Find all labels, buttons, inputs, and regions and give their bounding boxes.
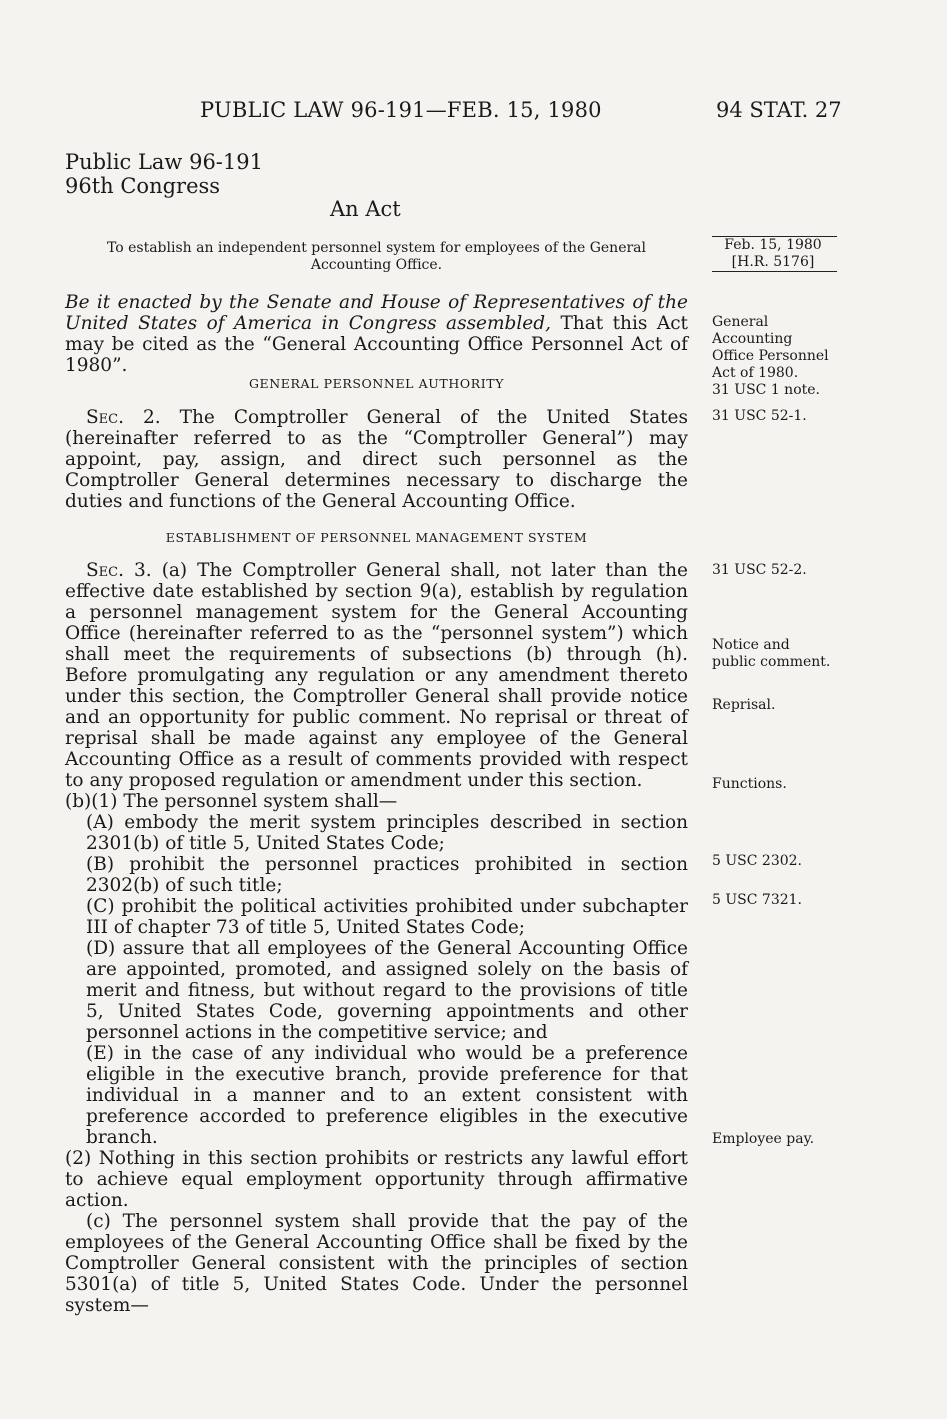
heading-establishment: ESTABLISHMENT OF PERSONNEL MANAGEMENT SYSTEM <box>165 530 588 545</box>
section-3-a-text: (a) The Comptroller General shall, not later than the effective date established by section 9(a), establish by regulation a personnel management system for the General Accounting Office (hereinafter referred to as the “personnel system”) which shall meet the requirements of subsections (b) through (h). Before promulgating any regulation or any amendment thereto under this section, the Comptroller General shall provide notice and an opportunity for public comment. No reprisal or threat of reprisal shall be made against any employee of the General Accounting Office as a result of comments provided with respect to any proposed regulation or amendment under this section. <box>65 560 689 791</box>
section-3-b2: (2) Nothing in this section prohibits or restricts any lawful effort to achieve equal employment opportunity through affirmative action. <box>65 1148 688 1211</box>
enacting-clause <box>65 292 688 376</box>
section-3-bE: (E) in the case of any individual who would be a preference eligible in the executive branch, provide preference for that individual in a manner and to an extent consistent with preference accorded to preference eligibles in the executive branch. <box>86 1043 688 1148</box>
section-3-label: Sec. 3. <box>86 560 152 581</box>
margin-notice <box>712 637 830 671</box>
section-3-bC: (C) prohibit the political activities prohibited under subchapter III of chapter 73 of title 5, United States Code; <box>86 896 688 938</box>
date-rule-bottom <box>712 271 837 272</box>
short-title-line: Accounting <box>712 331 793 347</box>
section-3-c: (c) The personnel system shall provide that the pay of the employees of the General Accounting Office shall be fixed by the Comptroller General consistent with the principles of section 5301(a) of title 5, United States Code. Under the personnel system— <box>65 1211 688 1316</box>
short-title-line: Office Personnel <box>712 348 829 364</box>
enacting-rest: That this Act may be cited as the “General Accounting Office Personnel Act of 1980”. <box>65 313 688 376</box>
margin-short-title <box>712 314 829 399</box>
margin-employee-pay: Employee pay. <box>712 1131 815 1147</box>
section-3-b1: (b)(1) The personnel system shall— <box>65 791 398 812</box>
short-title-line: Act of 1980. <box>712 365 799 381</box>
margin-reprisal: Reprisal. <box>712 697 776 713</box>
margin-functions: Functions. <box>712 776 787 792</box>
margin-usc-7321: 5 USC 7321. <box>712 892 802 908</box>
margin-usc-52-2: 31 USC 52-2. <box>712 562 807 578</box>
notice-line: Notice and <box>712 637 790 653</box>
section-3-bA: (A) embody the merit system principles described in section 2301(b) of title 5, United States Code; <box>86 812 688 854</box>
margin-usc-52-1: 31 USC 52-1. <box>712 408 807 424</box>
section-2 <box>65 407 688 512</box>
law-number: Public Law 96-191 <box>65 150 263 174</box>
law-citation <box>65 150 263 198</box>
margin-usc-1-note: 31 USC 1 note. <box>712 382 820 398</box>
margin-bill: [H.R. 5176] <box>731 254 815 270</box>
section-3 <box>65 560 688 1316</box>
section-2-label: Sec. 2. <box>86 407 161 428</box>
section-3-bD: (D) assure that all employees of the General Accounting Office are appointed, promoted, and assigned solely on the basis of merit and fitness, but without regard to the provisions of title 5, United States Code, governing appointments and other personnel actions in the competitive service; and <box>86 938 688 1043</box>
act-purpose: To establish an independent personnel system for employees of the General Accounting Office. <box>106 240 647 273</box>
short-title-line: General <box>712 314 769 330</box>
margin-usc-2302: 5 USC 2302. <box>712 853 802 869</box>
margin-date: Feb. 15, 1980 <box>724 237 822 253</box>
section-3-bB: (B) prohibit the personnel practices prohibited in section 2302(b) of such title; <box>86 854 688 896</box>
heading-general-personnel-authority: GENERAL PERSONNEL AUTHORITY <box>248 376 505 391</box>
enacting-italic: Be it enacted by the Senate and House of Representatives of the United States of America in Congress assembled, <box>65 292 688 334</box>
congress-number: 96th Congress <box>65 174 221 198</box>
stat-page-number: 94 STAT. 27 <box>716 98 842 122</box>
section-2-text: The Comptroller General of the United States (hereinafter referred to as the “Comptroller General”) may appoint, pay, assign, and direct such personnel as the Comptroller General determines necessary to discharge the duties and functions of the General Accounting Office. <box>65 407 688 512</box>
margin-date-block <box>712 236 834 272</box>
notice-line: public comment. <box>712 654 831 670</box>
act-title: An Act <box>330 197 401 221</box>
section-3-a <box>65 560 688 791</box>
running-head: PUBLIC LAW 96-191—FEB. 15, 1980 <box>200 98 602 122</box>
